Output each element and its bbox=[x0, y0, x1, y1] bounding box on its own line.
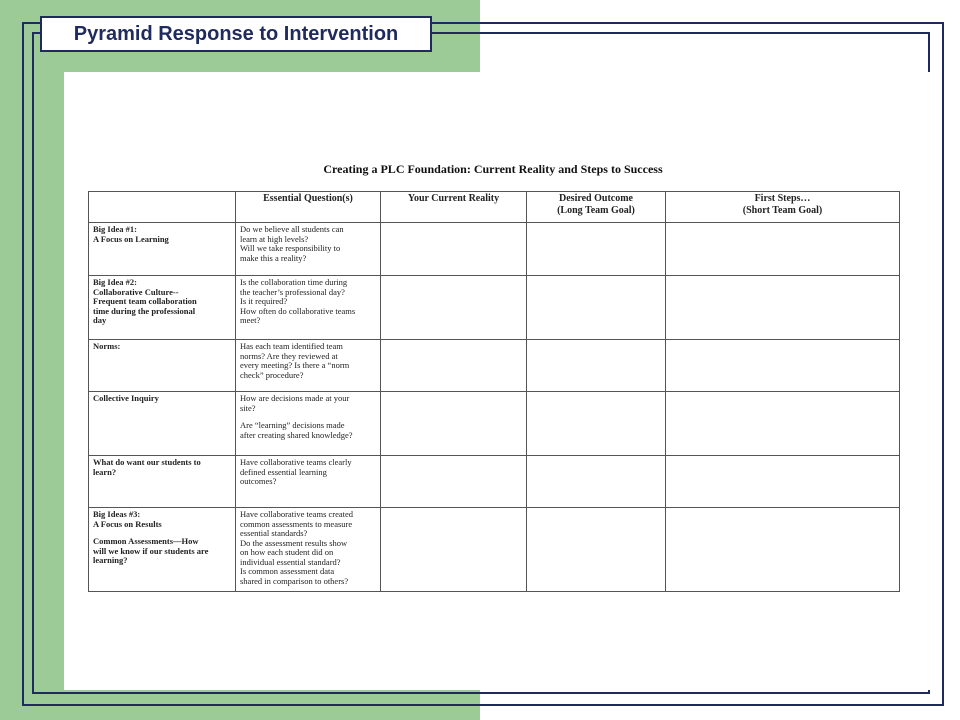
cell-text-line: essential standards? bbox=[240, 528, 308, 539]
cell-text-line: (Short Team Goal) bbox=[742, 204, 823, 216]
table-row bbox=[89, 508, 900, 592]
cell-text-line: learn at high levels? bbox=[240, 233, 309, 244]
desired-outcome-cell bbox=[527, 456, 666, 508]
current-reality-cell bbox=[381, 508, 527, 592]
current-reality-cell bbox=[381, 340, 527, 392]
first-steps-cell bbox=[666, 223, 900, 276]
desired-outcome-cell bbox=[527, 223, 666, 276]
table-row bbox=[89, 340, 900, 392]
cell-text-line: Is the collaboration time during bbox=[240, 277, 348, 287]
desired-outcome-cell bbox=[527, 392, 666, 456]
current-reality-cell bbox=[381, 276, 527, 340]
cell-text-line: Collaborative Culture-- bbox=[93, 286, 179, 297]
desired-outcome-cell bbox=[527, 276, 666, 340]
cell-text-line: Have collaborative teams created bbox=[240, 509, 354, 519]
cell-text-line: shared in comparison to others? bbox=[240, 575, 349, 586]
cell-text-line: Desired Outcome bbox=[559, 193, 633, 204]
current-reality-cell bbox=[381, 223, 527, 276]
column-header-essential-questions bbox=[236, 192, 381, 223]
cell-text-line: every meeting? Is there a “norm bbox=[240, 360, 350, 371]
cell-text-line: site? bbox=[240, 402, 256, 413]
cell-text-line: Your Current Reality bbox=[407, 193, 500, 204]
cell-text-line: make this a reality? bbox=[240, 252, 307, 263]
cell-text-line: day bbox=[93, 315, 107, 326]
slide-title-box bbox=[40, 16, 432, 52]
first-steps-cell bbox=[666, 276, 900, 340]
cell-text-line: How are decisions made at your bbox=[240, 393, 350, 403]
cell-text-line bbox=[93, 193, 231, 201]
column-header-first-steps bbox=[666, 192, 900, 223]
big-idea-cell bbox=[89, 392, 236, 456]
cell-text-line: Have collaborative teams clearly bbox=[240, 457, 352, 467]
cell-text-line: outcomes? bbox=[240, 476, 277, 487]
cell-text-line: meet? bbox=[240, 315, 261, 326]
cell-text-line: How often do collaborative teams bbox=[240, 305, 356, 316]
essential-question-cell bbox=[236, 508, 381, 592]
slide-title: Pyramid Response to Intervention bbox=[73, 22, 399, 45]
first-steps-cell bbox=[666, 508, 900, 592]
cell-text-line: check” procedure? bbox=[240, 369, 304, 380]
document-heading: Creating a PLC Foundation: Current Reality and Steps to Success bbox=[323, 162, 663, 176]
cell-text-line: A Focus on Results bbox=[93, 518, 162, 529]
essential-question-cell bbox=[236, 223, 381, 276]
cell-text-line: Do the assessment results show bbox=[240, 537, 348, 548]
plc-foundation-table bbox=[88, 191, 900, 592]
column-header-current-reality bbox=[381, 192, 527, 223]
essential-question-cell bbox=[236, 456, 381, 508]
table-row bbox=[89, 392, 900, 456]
cell-text-line: Essential Question(s) bbox=[263, 193, 353, 204]
big-idea-cell bbox=[89, 456, 236, 508]
big-idea-cell bbox=[89, 223, 236, 276]
desired-outcome-cell bbox=[527, 508, 666, 592]
cell-text-line: Big Ideas #3: bbox=[93, 509, 141, 519]
cell-text-line: Is common assessment data bbox=[240, 566, 335, 577]
cell-text-line: the teacher’s professional day? bbox=[240, 286, 345, 297]
cell-text-line: Collective Inquiry bbox=[93, 393, 159, 403]
first-steps-cell bbox=[666, 456, 900, 508]
cell-text-line: Big Idea #2: bbox=[93, 277, 137, 287]
table-row bbox=[89, 223, 900, 276]
cell-text-line: norms? Are they reviewed at bbox=[240, 350, 338, 361]
current-reality-cell bbox=[381, 392, 527, 456]
table-row bbox=[89, 456, 900, 508]
cell-text-line: Frequent team collaboration bbox=[93, 296, 197, 307]
essential-question-cell bbox=[236, 340, 381, 392]
first-steps-cell bbox=[666, 392, 900, 456]
cell-text-line: individual essential standard? bbox=[240, 556, 341, 567]
cell-text-line: Big Idea #1: bbox=[93, 224, 137, 234]
cell-text-line: Common Assessments—How bbox=[93, 536, 199, 547]
cell-text-line: will we know if our students are bbox=[93, 545, 209, 556]
cell-text-line: after creating shared knowledge? bbox=[240, 429, 353, 440]
essential-question-cell bbox=[236, 392, 381, 456]
cell-text-line: learn? bbox=[93, 466, 117, 477]
first-steps-cell bbox=[666, 340, 900, 392]
cell-text-line: learning? bbox=[93, 555, 128, 566]
big-idea-cell bbox=[89, 276, 236, 340]
desired-outcome-cell bbox=[527, 340, 666, 392]
cell-text-line: Has each team identified team bbox=[240, 341, 343, 351]
cell-text-line: First Steps… bbox=[754, 193, 811, 204]
cell-text-line: Will we take responsibility to bbox=[240, 243, 341, 254]
column-header-topic bbox=[89, 192, 236, 223]
cell-text-line: on how each student did on bbox=[240, 547, 334, 558]
cell-text-line: common assessments to measure bbox=[240, 518, 353, 529]
cell-text-line: time during the professional bbox=[93, 305, 196, 316]
column-header-desired-outcome bbox=[527, 192, 666, 223]
essential-question-cell bbox=[236, 276, 381, 340]
cell-text-line: Are “learning” decisions made bbox=[240, 420, 345, 431]
cell-text-line: A Focus on Learning bbox=[93, 233, 169, 244]
cell-text-line: What do want our students to bbox=[93, 457, 201, 467]
big-idea-cell bbox=[89, 508, 236, 592]
cell-text-line: Do we believe all students can bbox=[240, 224, 344, 234]
cell-text-line: (Long Team Goal) bbox=[557, 204, 635, 216]
cell-text-line: defined essential learning bbox=[240, 466, 327, 477]
cell-text-line: Is it required? bbox=[240, 296, 288, 307]
cell-text-line: Norms: bbox=[93, 341, 121, 351]
table-row bbox=[89, 276, 900, 340]
current-reality-cell bbox=[381, 456, 527, 508]
table-header-row bbox=[89, 192, 900, 223]
big-idea-cell bbox=[89, 340, 236, 392]
